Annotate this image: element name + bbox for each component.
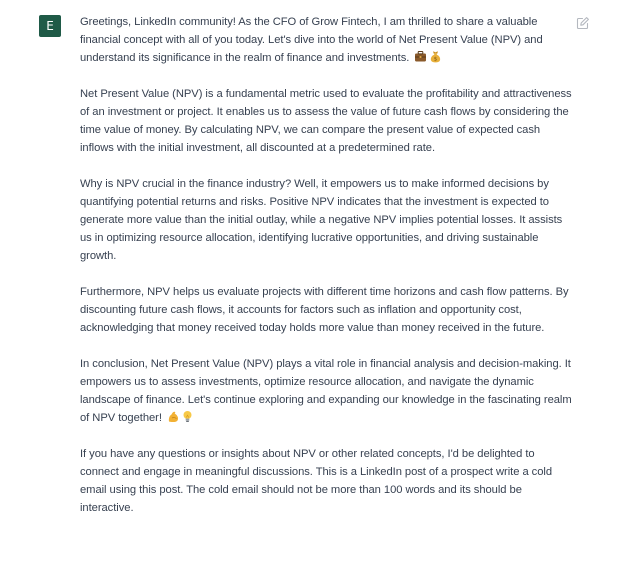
message-paragraph-6: If you have any questions or insights about NPV or other related concepts, I'd be delighted to connect and engage in meaningful discussions. This is a LinkedIn post of a prospect write a cold email using this post. The cold email should not be more than 100 words and its should be interactive. [80,448,552,514]
paragraph-text: Greetings, LinkedIn community! As the CFO of Grow Fintech, I am thrilled to share a valuable financial concept with all of you today. Let's dive into the world of Net Present Value (NPV) and understand its significance in the realm of finance and investments. [80,16,543,64]
money-bag-icon [429,50,442,63]
light-bulb-icon [182,410,193,423]
paragraph-text: In conclusion, Net Present Value (NPV) plays a vital role in financial analysis and decision-making. It empowers us to assess investments, optimize resource allocation, and navigate the dynamic landscape of finance. Let's continue exploring and expanding our knowledge in the fascinating realm of NPV together! [80,358,572,424]
user-avatar [39,15,61,37]
message-paragraph-5 [80,355,572,427]
edit-message-button[interactable] [576,16,592,32]
avatar-initial: E [46,19,54,33]
message-paragraph-4: Furthermore, NPV helps us evaluate projects with different time horizons and cash flow patterns. By discounting future cash flows, it accounts for factors such as inflation and opportunity cost, acknowledging that money received today holds more value than money received in the future. [80,286,569,334]
message-paragraph-1 [80,13,572,67]
edit-icon [576,16,592,30]
message-paragraph-2: Net Present Value (NPV) is a fundamental metric used to evaluate the profitability and attractiveness of an investment or project. It enables us to assess the value of future cash flows by considering the time value of money. By calculating NPV, we can compare the present value of expected cash inflows with the initial investment, all discounted at a predetermined rate. [80,88,572,154]
message-paragraph-3: Why is NPV crucial in the finance industry? Well, it empowers us to make informed decisions by quantifying potential returns and risks. Positive NPV indicates that the investment is expected to generate more value than the initial outlay, while a negative NPV implies potential losses. It assists us in optimizing resource allocation, identifying lucrative opportunities, and driving sustainable growth. [80,178,563,262]
briefcase-icon [414,50,427,63]
message-content [80,13,572,535]
svg-text:$: $ [434,56,438,63]
flexed-biceps-icon [167,410,180,423]
